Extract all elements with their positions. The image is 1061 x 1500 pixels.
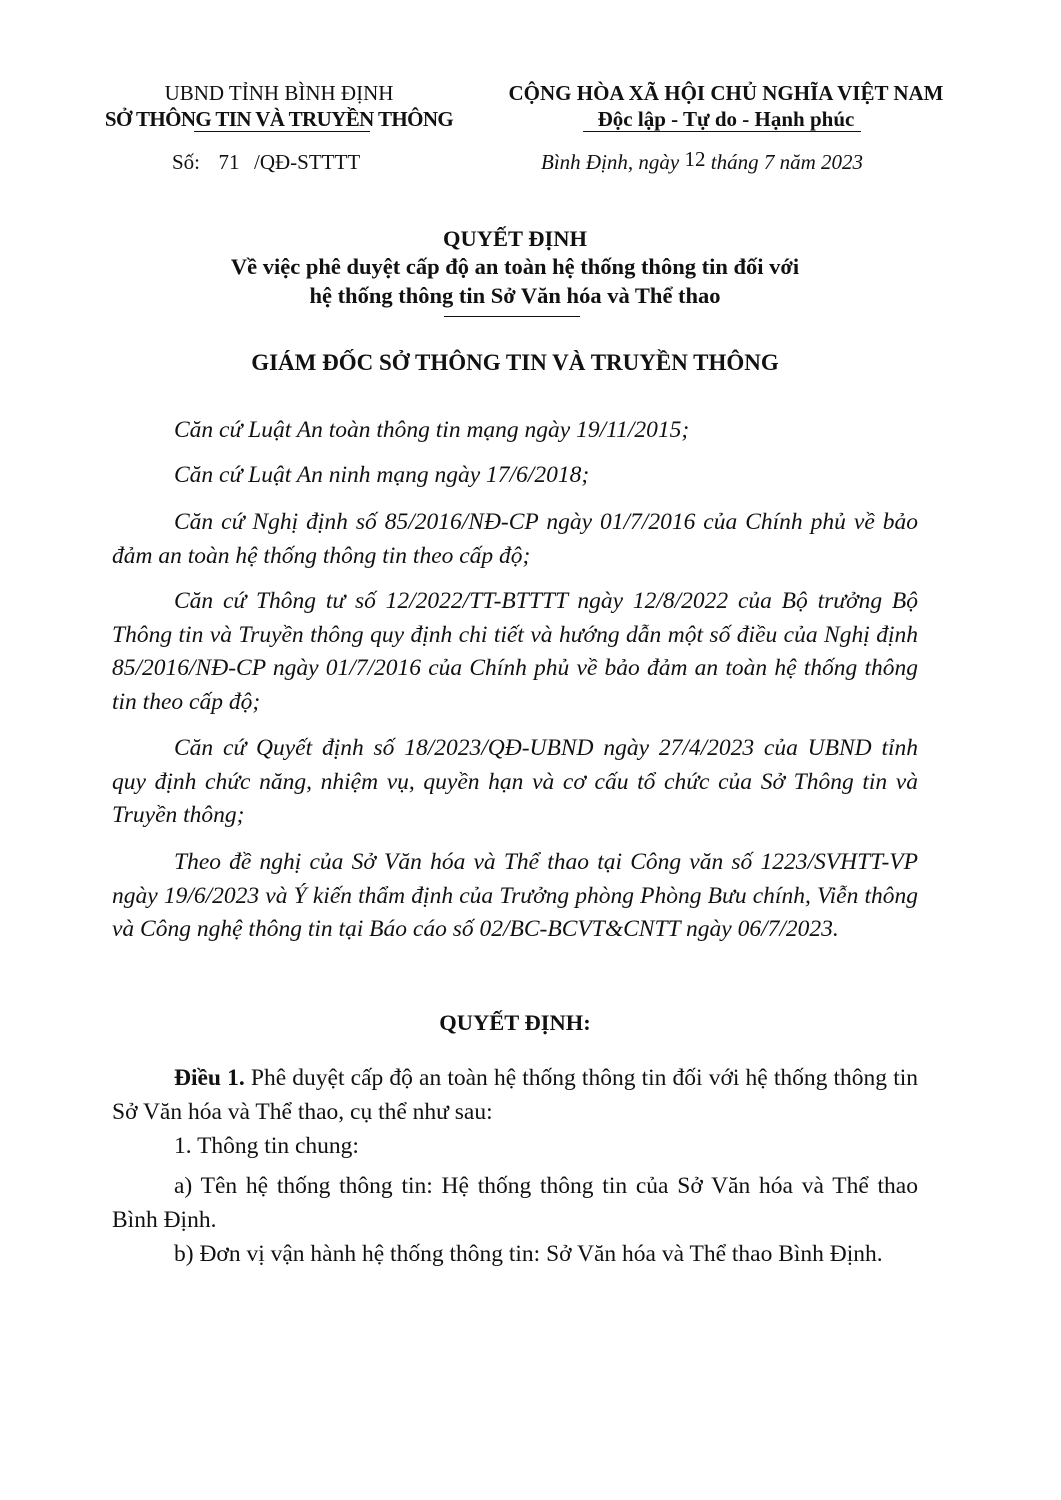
preamble-paragraph: Căn cứ Nghị định số 85/2016/NĐ-CP ngày 01/7/2016 của Chính phủ về bảo đảm an toàn hệ thống thông tin theo cấp độ; — [112, 509, 918, 569]
issuer-parent: UBND TỈNH BÌNH ĐỊNH — [164, 81, 394, 105]
national-motto: Độc lập - Tự do - Hạnh phúc — [597, 107, 855, 131]
preamble-paragraph: Căn cứ Thông tư số 12/2022/TT-BTTTT ngày 12/8/2022 của Bộ trưởng Bộ Thông tin và Truyền thông quy định chi tiết và hướng dẫn một số điều của Nghị định 85/2016/NĐ-CP ngày 01/7/2016 của Chính phủ về bảo đảm an toàn hệ thống thông tin theo cấp độ; — [112, 588, 918, 715]
list-item: a) Tên hệ thống thông tin: Hệ thống thông tin của Sở Văn hóa và Thể thao Bình Định. — [112, 1173, 918, 1233]
document-title: QUYẾT ĐỊNH — [443, 226, 587, 251]
date-prefix: Bình Định, ngày — [541, 150, 680, 174]
number-suffix: /QĐ-STTTT — [254, 150, 361, 174]
issuer-name: SỞ THÔNG TIN VÀ TRUYỀN THÔNG — [104, 107, 454, 131]
list-item: b) Đơn vị vận hành hệ thống thông tin: Sở Văn hóa và Thể thao Bình Định. — [174, 1241, 883, 1267]
preamble-paragraph: Căn cứ Luật An toàn thông tin mạng ngày 19/11/2015; — [174, 417, 690, 443]
motto-underline — [583, 131, 861, 132]
document-subtitle-line1: Về việc phê duyệt cấp độ an toàn hệ thống thông tin đối với — [230, 254, 800, 279]
title-underline — [444, 316, 580, 317]
article-1 — [112, 1062, 918, 1129]
number-value: 71 — [218, 150, 240, 174]
document-number — [172, 148, 360, 176]
number-label: Số: — [172, 150, 201, 174]
preamble-paragraph: Căn cứ Luật An ninh mạng ngày 17/6/2018; — [174, 462, 590, 488]
authority-heading: GIÁM ĐỐC SỞ THÔNG TIN VÀ TRUYỀN THÔNG — [251, 350, 779, 375]
issuer-underline — [194, 131, 370, 132]
article-1-label: Điều 1. — [174, 1065, 245, 1091]
list-item: 1. Thông tin chung: — [174, 1133, 359, 1159]
preamble-paragraph: Căn cứ Quyết định số 18/2023/QĐ-UBND ngày 27/4/2023 của UBND tỉnh quy định chức năng, nhiệm vụ, quyền hạn và cơ cấu tổ chức của Sở Thông tin và Truyền thông; — [112, 735, 918, 828]
decision-heading: QUYẾT ĐỊNH: — [439, 1010, 591, 1035]
article-1-text: Phê duyệt cấp độ an toàn hệ thống thông tin đối với hệ thống thông tin Sở Văn hóa và Thể thao, cụ thể như sau: — [112, 1065, 918, 1125]
national-title: CỘNG HÒA XÃ HỘI CHỦ NGHĨA VIỆT NAM — [508, 81, 944, 105]
preamble-paragraph: Theo đề nghị của Sở Văn hóa và Thể thao tại Công văn số 1223/SVHTT-VP ngày 19/6/2023 và Ý kiến thẩm định của Trưởng phòng Phòng Bưu chính, Viễn thông và Công nghệ thông tin tại Báo cáo số 02/BC-BCVT&CNTT ngày 06/7/2023. — [112, 849, 918, 942]
document-date — [541, 148, 863, 176]
document-subtitle-line2: hệ thống thông tin Sở Văn hóa và Thể thao — [309, 283, 721, 308]
date-day: 12 — [684, 147, 706, 171]
date-suffix: tháng 7 năm 2023 — [710, 150, 863, 174]
